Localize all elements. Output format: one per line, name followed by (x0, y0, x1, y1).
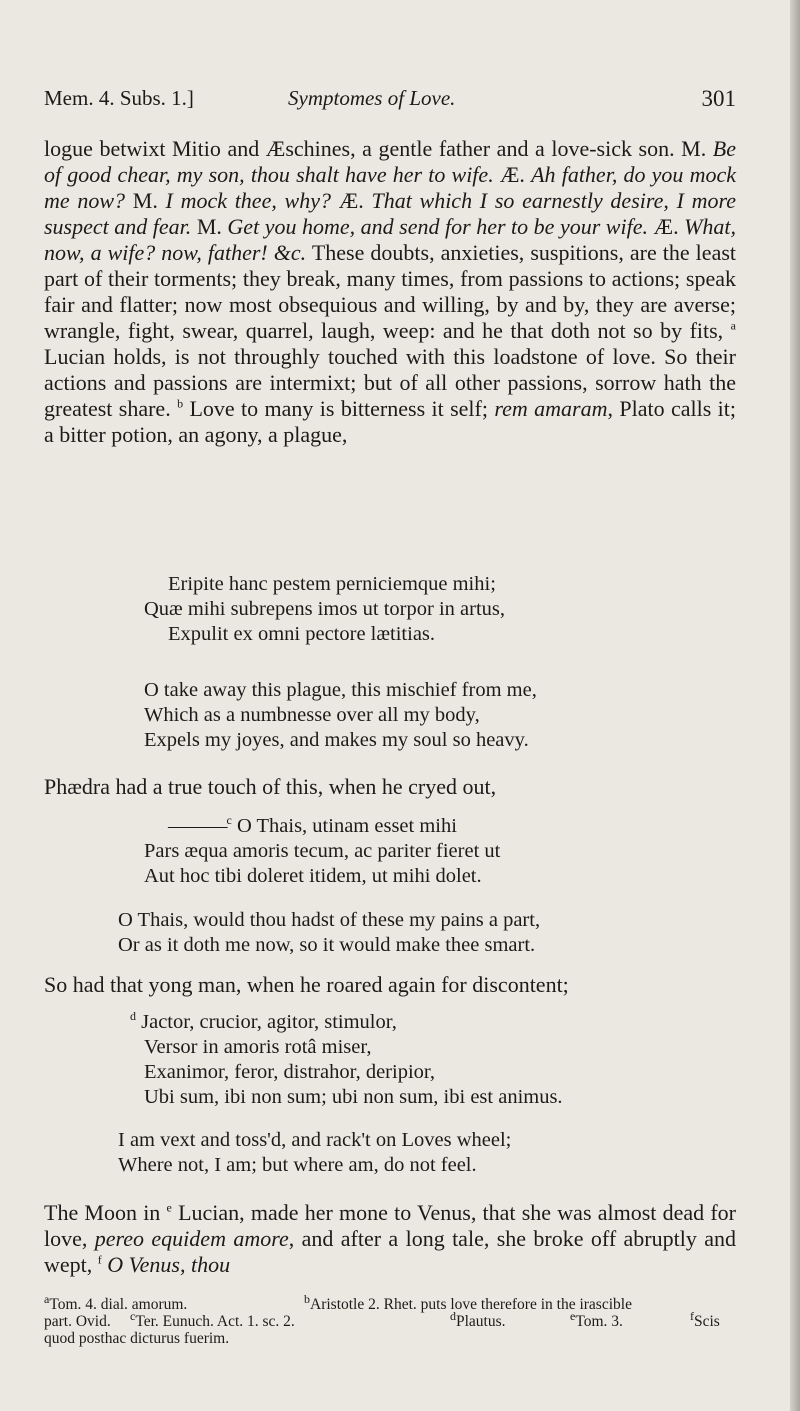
footnote-a: Tom. 4. dial. amorum. (49, 1296, 188, 1313)
text-run: , Plato calls it; a bitter potion, an agony, a plague, (44, 396, 736, 447)
italic-run: Get you home, and send for her to be your wife. (227, 214, 648, 239)
text-run: The Moon in (44, 1200, 167, 1225)
verse-line: Where not, I am; but where am, do not feel. (118, 1154, 477, 1176)
verse-line: Pars æqua amoris tecum, ac pariter fieret ut (144, 840, 501, 862)
text-run: M. (191, 214, 228, 239)
italic-run: Ah father, do you mock me now? (44, 162, 736, 213)
text-run: Æ. (493, 162, 532, 187)
page-edge-shadow (790, 0, 800, 1411)
verse-line: Eripite hanc pestem perniciemque mihi; (168, 573, 496, 595)
section-reference: Mem. 4. Subs. 1.] (44, 86, 194, 110)
paragraph-dialogue (44, 136, 736, 552)
text-run: These doubts, anxieties, suspitions, are the least part of their torments; they break, many times, from passions to actions; speak fair and flatter; now most obsequious and willing, by and by, they are averse; wrangle, fight, swear, quarrel, laugh, weep: and he that doth not so by fits, (44, 240, 737, 343)
footnote-line-1 (44, 1291, 736, 1313)
running-title: Symptomes of Love. (288, 86, 456, 110)
footnote-line-3 (44, 1330, 736, 1347)
paragraph-phaedra (44, 774, 736, 812)
verse-line: O Thais, utinam esset mihi (231, 815, 457, 837)
footnote-mark: a (44, 1291, 50, 1306)
verse-line: Which as a numbnesse over all my body, (144, 704, 480, 726)
latin-verse-1 (44, 572, 736, 672)
footnote-marker-b: b (177, 396, 184, 411)
footnote-c: Ter. Eunuch. Act. 1. sc. 2. (135, 1313, 295, 1330)
footnote-mark: c (130, 1308, 136, 1323)
english-verse-2 (44, 908, 736, 972)
text-run: Phædra had a true touch of this, when he cryed out, (44, 774, 497, 799)
footnote-mark: d (450, 1308, 456, 1323)
text-run: , and after a long tale, she broke off abruptly and wept, (44, 1226, 736, 1277)
page-number: 301 (701, 86, 736, 111)
verse-line: Exanimor, feror, distrahor, deripior, (144, 1061, 436, 1083)
verse-line: Versor in amoris rotâ miser, (144, 1036, 372, 1058)
footnote-mark: f (690, 1308, 694, 1323)
italic-run: I mock thee, why? (165, 188, 331, 213)
footnote-d: Plautus. (456, 1313, 506, 1330)
footnote-marker-c: c (226, 813, 232, 828)
footnote-b: Aristotle 2. Rhet. puts love therefore in the irascible (310, 1296, 632, 1313)
verse-line: Jactor, crucior, agitor, stimulor, (136, 1011, 397, 1033)
footnote-line-2 (44, 1308, 736, 1330)
text-run: Æ. (330, 188, 372, 213)
page-body (44, 136, 736, 1278)
italic-run: rem amaram (494, 396, 608, 421)
footnote-marker-e: e (166, 1200, 172, 1215)
english-verse-1 (44, 678, 736, 774)
latin-verse-2 (44, 814, 736, 904)
running-header (44, 86, 736, 116)
text-run: Lucian, made her mone to Venus, that she was almost dead for love, (44, 1200, 736, 1251)
verse-line: O take away this plague, this mischief from me, (144, 679, 537, 701)
text-run: Love to many is bitterness it self; (183, 396, 495, 421)
text-run: Lucian holds, is not throughly touched with this loadstone of love. So their actions and passions are intermixt; but of all other passions, sorrow hath the greatest share. (44, 344, 736, 421)
footnotes (44, 1291, 736, 1347)
verse-line: Ubi sum, ibi non sum; ubi non sum, ibi est animus. (144, 1086, 563, 1108)
verse-line: Quæ mihi subrepens imos ut torpor in artus, (144, 598, 506, 620)
english-verse-3 (44, 1128, 736, 1194)
footnote-f: Scis (694, 1313, 720, 1330)
text-run: logue betwixt Mitio and Æschines, a gentle father and a love-sick son. M. (44, 136, 713, 161)
italic-run: That which I so earnestly desire, I more suspect and fear. (44, 188, 737, 239)
verse-dash: ——— (168, 815, 227, 837)
verse-line: O Thais, would thou hadst of these my pains a part, (118, 909, 541, 931)
verse-line: Expulit ex omni pectore lætitias. (168, 623, 436, 645)
footnote-e: Tom. 3. (575, 1313, 623, 1330)
paragraph-yong-man (44, 972, 736, 1006)
verse-line: Or as it doth me now, so it would make thee smart. (118, 934, 536, 956)
latin-verse-3 (44, 1010, 736, 1128)
verse-line: Expels my joyes, and makes my soul so heavy. (144, 729, 529, 751)
italic-run: Be of good chear, my son, thou shalt have her to wife. (44, 136, 736, 187)
paragraph-moon (44, 1200, 736, 1278)
footnote-marker-a: a (730, 318, 736, 333)
text-run: Æ. (647, 214, 685, 239)
footnote-mark: b (304, 1291, 310, 1306)
footnote-marker-f: f (97, 1252, 102, 1267)
footnote-mark: e (570, 1308, 576, 1323)
footnote-f-continued: quod posthac dicturus fuerim. (44, 1330, 230, 1347)
verse-line: Aut hoc tibi doleret itidem, ut mihi dolet. (144, 865, 482, 887)
italic-run: O Venus, thou (101, 1252, 231, 1277)
italic-run: What, now, a wife? now, father! &c. (44, 214, 737, 265)
text-run: M. (125, 188, 166, 213)
footnote-b-continued: part. Ovid. (44, 1313, 111, 1330)
footnote-marker-d: d (130, 1009, 136, 1024)
verse-line: I am vext and toss'd, and rack't on Loves wheel; (118, 1129, 512, 1151)
text-run: So had that yong man, when he roared again for discontent; (44, 972, 569, 997)
italic-run: pereo equidem amore (94, 1226, 289, 1251)
